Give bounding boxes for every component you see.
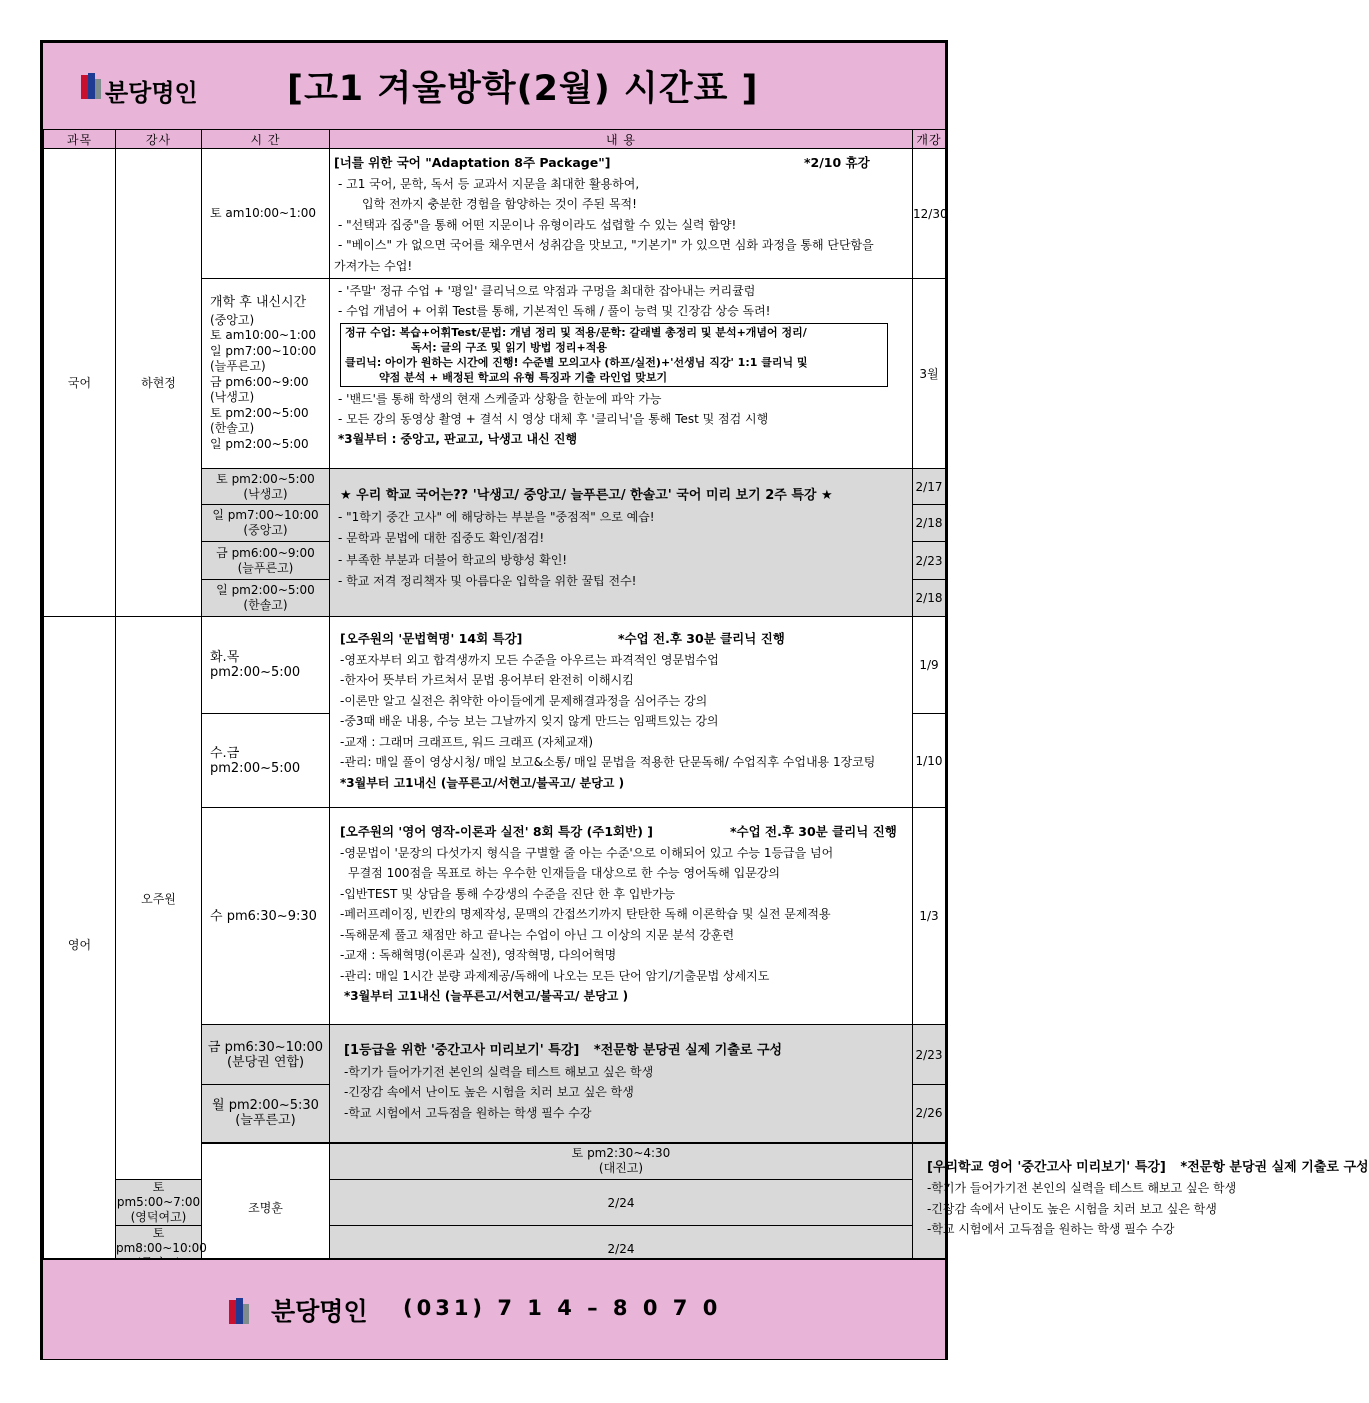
time-korean-1: 토 am10:00~1:00 bbox=[202, 149, 330, 279]
open-date: 1/3 bbox=[913, 808, 946, 1025]
table-header-row bbox=[44, 130, 946, 149]
content-line: -영포자부터 외고 합격생까지 모든 수준을 아우르는 파격적인 영문법수업 bbox=[340, 652, 719, 667]
content-line: -학교 시험에서 고득점을 원하는 학생 필수 수강 bbox=[927, 1222, 1175, 1236]
course-title: [우리학교 영어 '중간고사 미리보기' 특강] bbox=[927, 1159, 1166, 1175]
slot-school: (분당권 연합) bbox=[226, 1054, 305, 1070]
brand-logo-icon bbox=[81, 73, 101, 99]
content-line: -학교 시험에서 고득점을 원하는 학생 필수 수강 bbox=[344, 1105, 592, 1120]
time-line: 금 pm6:00~9:00 bbox=[210, 374, 309, 389]
slot-school: (늘푸른고) bbox=[235, 1113, 296, 1129]
slot-school: (영덕여고) bbox=[130, 1210, 187, 1224]
content-line: -학기가 들어가기전 본인의 실력을 테스트 해보고 싶은 학생 bbox=[927, 1181, 1237, 1195]
slot-time: 토 pm2:30~4:30 bbox=[571, 1146, 671, 1161]
slot-school: (한솔고) bbox=[243, 598, 288, 612]
slot-school: (낙생고) bbox=[243, 486, 288, 501]
slot-time: 토 pm5:00~7:00 bbox=[116, 1180, 201, 1209]
content-writing bbox=[330, 808, 913, 1025]
time-line: (낙생고) bbox=[210, 390, 255, 404]
content-midterm-1 bbox=[330, 1025, 913, 1143]
teacher-jo: 조명훈 bbox=[202, 1143, 330, 1272]
footer-brand: 분당명인 bbox=[271, 1297, 368, 1326]
content-line: -독해문제 풀고 채점만 하고 끝나는 수업이 아닌 그 이상의 지문 분석 강훈련 bbox=[340, 927, 735, 942]
content-korean-1 bbox=[330, 149, 913, 279]
open-date: 1/9 bbox=[913, 617, 946, 714]
open-date: 2/17 bbox=[913, 469, 946, 505]
time-line: (중앙고) bbox=[210, 312, 255, 327]
content-line: - "1학기 중간 고사" 에 해당하는 부분을 "중점적" 으로 예습! bbox=[338, 509, 655, 524]
time-slot bbox=[330, 1143, 913, 1180]
course-note: *전문항 분당권 실제 기출로 구성 bbox=[1180, 1159, 1369, 1175]
time-line: 토 pm2:00~5:00 bbox=[210, 405, 309, 420]
slot-time: 토 pm2:00~5:00 bbox=[216, 471, 315, 486]
content-line: -학기가 들어가기전 본인의 실력을 테스트 해보고 싶은 학생 bbox=[344, 1064, 654, 1079]
open-date: 2/26 bbox=[913, 1085, 946, 1143]
header-brand: 분당명인 bbox=[105, 79, 198, 107]
time-writing: 수 pm6:30~9:30 bbox=[202, 808, 330, 1025]
content-line: - 고1 국어, 문학, 독서 등 교과서 지문을 최대한 활용하여, bbox=[338, 176, 640, 191]
time-slot bbox=[202, 1085, 330, 1143]
content-line: - "베이스" 가 없으면 국어를 채우면서 성취감을 맛보고, "기본기" 가 있으면 심화 과정을 통해 단단함을 bbox=[338, 238, 874, 252]
content-line: -페러프레이징, 빈칸의 명제작성, 문맥의 간접쓰기까지 탄탄한 독해 이론학습 및 실전 문제적용 bbox=[340, 907, 831, 921]
content-line: - '주말' 정규 수업 + '평일' 클리닉으로 약점과 구멍을 최대한 잡아내는 커리큘럼 bbox=[338, 284, 756, 298]
table-row bbox=[44, 617, 946, 714]
content-line: -중3때 배운 내용, 수능 보는 그날까지 잊지 않게 만드는 임팩트있는 강의 bbox=[340, 714, 719, 728]
box-line: 약점 분석 + 배정된 학교의 유형 특징과 기출 라인업 맞보기 bbox=[379, 371, 668, 384]
content-korean-2 bbox=[330, 279, 913, 469]
content-line: -영문법이 '문장의 다섯가지 형식을 구별할 줄 아는 수준'으로 이해되어 있고 수능 1등급을 넘어 bbox=[340, 845, 834, 860]
course-note: *전문항 분당권 실제 기출로 구성 bbox=[593, 1043, 783, 1058]
content-line: - 부족한 부분과 더불어 학교의 방향성 확인! bbox=[338, 552, 568, 567]
content-line: - 모든 강의 동영상 촬영 + 결석 시 영상 대체 후 '클리닉'을 통해 Test 및 점검 시행 bbox=[338, 412, 769, 426]
content-line: 가져가는 수업! bbox=[334, 258, 413, 273]
content-foot: *3월부터 고1내신 (늘푸른고/서현고/불곡고/ 분당고 ) bbox=[340, 775, 625, 790]
time-line: 개학 후 내신시간 bbox=[210, 295, 307, 310]
content-line: - "선택과 집중"을 통해 어떤 지문이나 유형이라도 섭렵할 수 있는 실력 함양! bbox=[338, 217, 737, 232]
course-note: *수업 전.후 30분 클리닉 진행 bbox=[618, 631, 785, 646]
time-line: 토 am10:00~1:00 bbox=[210, 328, 317, 342]
content-midterm-2 bbox=[913, 1143, 1369, 1272]
course-note: *수업 전.후 30분 클리닉 진행 bbox=[730, 824, 897, 839]
col-subject: 과목 bbox=[44, 130, 116, 149]
content-grammar bbox=[330, 617, 913, 808]
content-line: -이론만 알고 실전은 취약한 아이들에게 문제해결과정을 심어주는 강의 bbox=[340, 693, 708, 708]
box-line: 클리닉: 아이가 원하는 시간에 진행! 수준별 모의고사 (하프/실전)+'선생님 직강' 1:1 클리닉 및 bbox=[345, 356, 808, 369]
open-date: 2/23 bbox=[913, 542, 946, 580]
col-content: 내 용 bbox=[330, 130, 913, 149]
time-grammar-1: 화.목 pm2:00~5:00 bbox=[202, 617, 330, 714]
course-title: [오주원의 '영어 영작-이론과 실전' 8회 특강 (주1회반) ] bbox=[340, 824, 653, 839]
content-line: -관리: 매일 풀이 영상시청/ 매일 보고&소통/ 매일 문법을 적용한 단문독해/ 수업직후 수업내용 1장코팅 bbox=[340, 755, 876, 769]
time-line: 일 pm2:00~5:00 bbox=[210, 436, 309, 451]
course-title: [1등급을 위한 '중간고사 미리보기' 특강] bbox=[344, 1043, 580, 1058]
content-line: -관리: 매일 1시간 분량 과제제공/독해에 나오는 모든 단어 암기/기출문법 상세지도 bbox=[340, 968, 770, 983]
table-row bbox=[44, 1180, 946, 1226]
col-open-date: 개강 bbox=[913, 130, 946, 149]
course-title: [너를 위한 국어 "Adaptation 8주 Package"] bbox=[334, 155, 611, 170]
table-row bbox=[44, 149, 946, 279]
content-line: -입반TEST 및 상담을 통해 수강생의 수준을 진단 한 후 입반가능 bbox=[340, 886, 676, 901]
time-line: (한솔고) bbox=[210, 421, 255, 435]
open-date: 3월 bbox=[913, 279, 946, 469]
content-line: -한자어 뜻부터 가르쳐서 문법 용어부터 완전히 이해시킴 bbox=[340, 673, 634, 687]
content-line: - 학교 저격 정리책자 및 아름다운 입학을 위한 꿀팁 전수! bbox=[338, 574, 637, 588]
header bbox=[43, 43, 945, 131]
time-grammar-2: 수.금 pm2:00~5:00 bbox=[202, 714, 330, 808]
content-line: - 수업 개념어 + 어휘 Test를 통해, 기본적인 독해 / 풀이 능력 및 긴장감 상승 독려! bbox=[338, 304, 771, 318]
box-line: 정규 수업: 복습+어휘Test/문법: 개념 정리 및 적용/문학: 갈래별 총정리 및 분석+개념어 정리/ bbox=[345, 326, 807, 339]
time-line: 일 pm7:00~10:00 bbox=[210, 343, 317, 358]
open-date: 2/24 bbox=[330, 1226, 913, 1272]
page-frame bbox=[40, 40, 1369, 1360]
content-line: -긴장감 속에서 난이도 높은 시험을 치러 보고 싶은 학생 bbox=[344, 1085, 634, 1099]
time-slot bbox=[202, 542, 330, 580]
slot-time: 일 pm7:00~10:00 bbox=[212, 508, 319, 522]
brand-logo-icon bbox=[229, 1298, 249, 1324]
time-slot bbox=[116, 1180, 202, 1226]
open-date: 2/18 bbox=[913, 505, 946, 542]
course-title: [오주원의 '문법혁명' 14회 특강] bbox=[340, 631, 523, 646]
content-line: - '밴드'를 통해 학생의 현재 스케줄과 상황을 한눈에 파악 가능 bbox=[338, 392, 662, 406]
content-foot: *3월부터 고1내신 (늘푸른고/서현고/불곡고/ 분당고 ) bbox=[344, 989, 629, 1003]
open-date: 12/30 bbox=[913, 149, 946, 279]
subject-korean: 국어 bbox=[44, 149, 116, 617]
open-date: 2/24 bbox=[330, 1180, 913, 1226]
slot-school: (중앙고) bbox=[243, 523, 288, 537]
schedule-table bbox=[43, 129, 1369, 1272]
content-line: -교재 : 독해혁명(이론과 실전), 영작혁명, 다의어혁명 bbox=[340, 948, 617, 962]
teacher-ha: 하현정 bbox=[116, 149, 202, 617]
time-slot bbox=[202, 469, 330, 505]
slot-time: 금 pm6:30~10:00 bbox=[207, 1039, 324, 1055]
footer bbox=[43, 1258, 945, 1359]
col-teacher: 강사 bbox=[116, 130, 202, 149]
teacher-oh: 오주원 bbox=[116, 617, 202, 1180]
course-note: *2/10 휴강 bbox=[804, 155, 870, 170]
curriculum-box bbox=[340, 323, 888, 387]
content-line: 무결점 100점을 목표로 하는 우수한 인재들을 대상으로 한 수능 영어독해 입문강의 bbox=[348, 866, 780, 880]
content-line: -교재 : 그래머 크래프트, 워드 크래프 (자체교재) bbox=[340, 734, 594, 749]
slot-time: 일 pm2:00~5:00 bbox=[216, 583, 315, 597]
slot-time: 월 pm2:00~5:30 bbox=[212, 1098, 319, 1114]
open-date: 1/10 bbox=[913, 714, 946, 808]
slot-time: 토 pm8:00~10:00 bbox=[116, 1226, 207, 1255]
box-line: 독서: 글의 구조 및 읽기 방법 정리+적용 bbox=[411, 341, 607, 354]
time-slot bbox=[202, 580, 330, 617]
slot-school: (늘푸른고) bbox=[237, 560, 294, 575]
special-title: ★ 우리 학교 국어는?? '낙생고/ 중앙고/ 늘푸른고/ 한솔고' 국어 미리 보기 2주 특강 ★ bbox=[340, 488, 833, 503]
time-slot bbox=[202, 505, 330, 542]
open-date: 2/23 bbox=[913, 1025, 946, 1085]
page-title: [고1 겨울방학(2월) 시간표 ] bbox=[287, 69, 759, 109]
content-line: 입학 전까지 충분한 경험을 함양하는 것이 주된 목적! bbox=[362, 197, 637, 211]
open-date: 2/18 bbox=[913, 580, 946, 617]
content-line: -긴장감 속에서 난이도 높은 시험을 치러 보고 싶은 학생 bbox=[927, 1201, 1217, 1216]
time-line: (늘푸른고) bbox=[210, 359, 266, 373]
col-time: 시 간 bbox=[202, 130, 330, 149]
content-line: - 문학과 문법에 대한 집중도 확인/점검! bbox=[338, 531, 545, 545]
time-slot bbox=[202, 1025, 330, 1085]
slot-time: 금 pm6:00~9:00 bbox=[216, 545, 315, 560]
content-korean-special bbox=[330, 469, 913, 617]
time-korean-2 bbox=[202, 279, 330, 469]
content-foot: *3월부터 : 중앙고, 판교고, 낙생고 내신 진행 bbox=[338, 432, 578, 446]
footer-phone: (031) 7 1 4 – 8 0 7 0 bbox=[403, 1296, 722, 1320]
slot-school: (대진고) bbox=[598, 1161, 644, 1176]
subject-english: 영어 bbox=[44, 617, 116, 1272]
